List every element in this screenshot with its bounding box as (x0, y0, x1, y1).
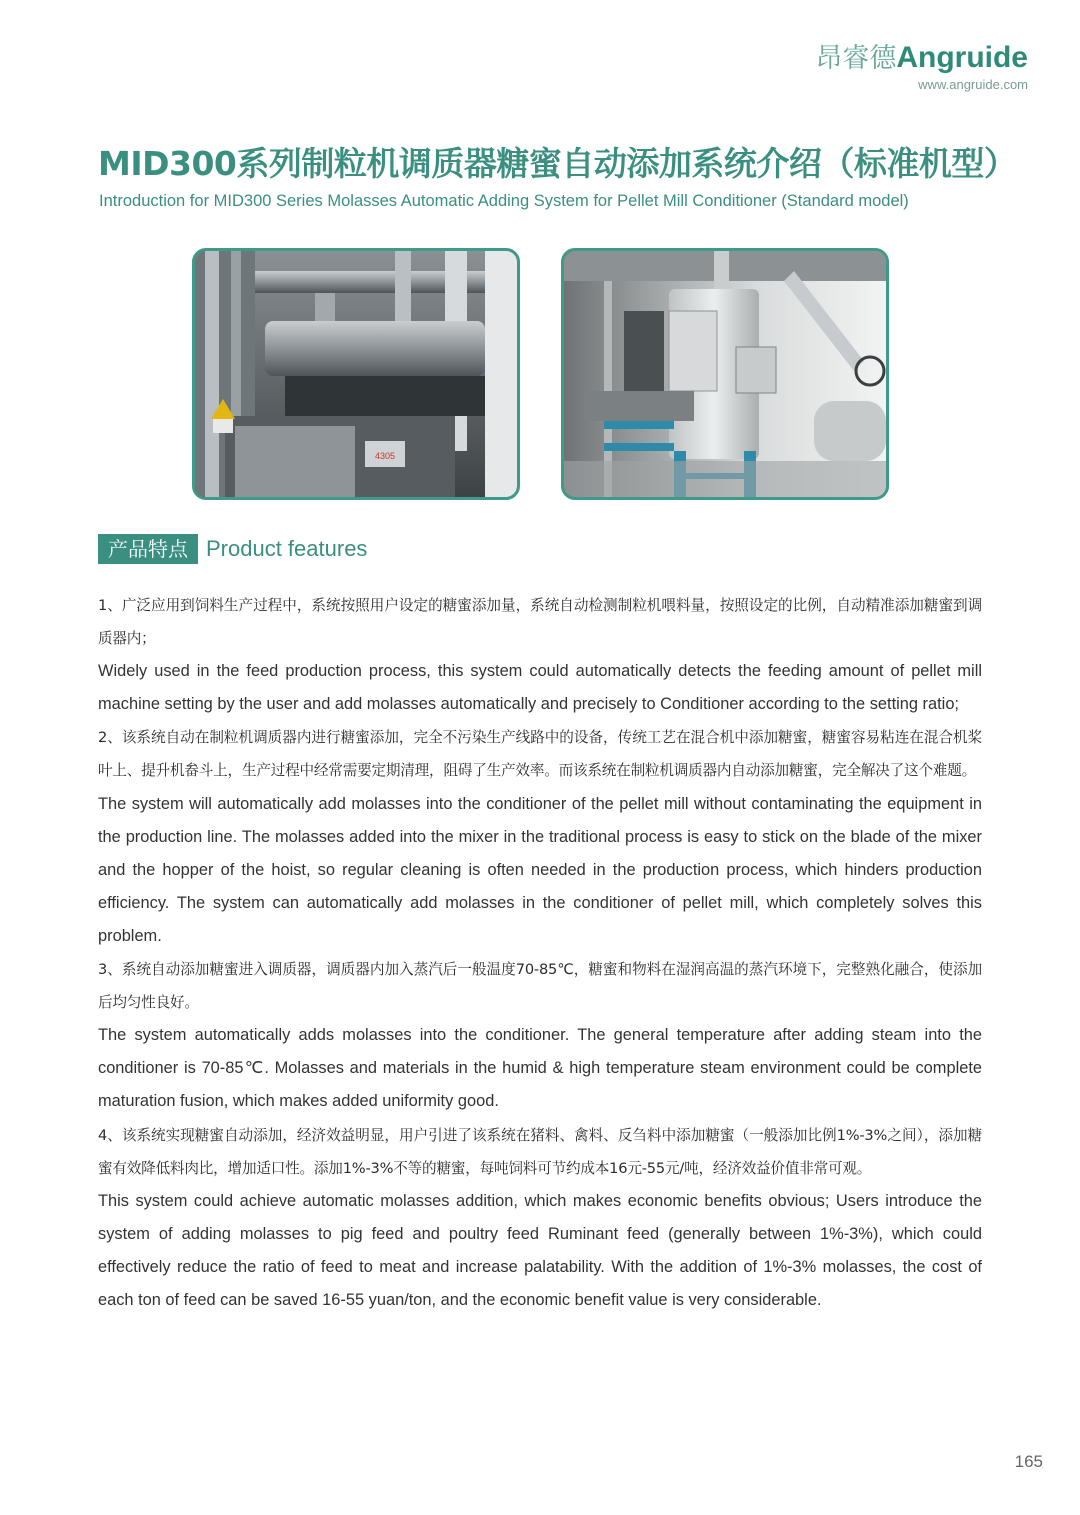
brand-name (815, 42, 1028, 75)
photo-molasses-tank-system-image (564, 251, 886, 497)
brand-name-en: Angruide (896, 41, 1028, 74)
photo-pellet-mill-conditioner-image (195, 251, 517, 497)
page-title-en: Introduction for MID300 Series Molasses Automatic Adding System for Pellet Mill Conditioner (Standard model) (99, 192, 909, 210)
feature-4-en: This system could achieve automatic molasses addition, which makes economic benefits obvious; Users introduce the system of adding molasses to pig feed and poultry feed Ruminant feed (generally between 1%-3%), which could effectively reduce the ratio of feed to meat and increase palatability. With the addition of 1%-3% molasses, the cost of each ton of feed can be saved 16-55 yuan/ton, and the economic benefit value is very considerable. (98, 1191, 982, 1309)
feature-3-en: The system automatically adds molasses into the conditioner. The general temperature after adding steam into the conditioner is 70-85℃. Molasses and materials in the humid & high temperature steam environment could be complete maturation fusion, which makes added uniformity good. (98, 1026, 982, 1111)
feature-4-cn: 4、该系统实现糖蜜自动添加，经济效益明显，用户引进了该系统在猪料、禽料、反刍料中添加糖蜜（一般添加比例1%-3%之间），添加糖蜜有效降低料肉比，增加适口性。添加1%-3%不等的糖蜜，每吨饲料可节约成本16元-55元/吨，经济效益价值非常可观。 (98, 1126, 982, 1177)
feature-1-cn: 1、广泛应用到饲料生产过程中，系统按照用户设定的糖蜜添加量，系统自动检测制粒机喂料量，按照设定的比例，自动精准添加糖蜜到调质器内； (98, 597, 982, 648)
photo-molasses-tank-system (561, 248, 889, 500)
page-title-cn: MID300系列制粒机调质器糖蜜自动添加系统介绍（标准机型） (98, 144, 1017, 183)
photo-pellet-mill-conditioner (192, 248, 520, 500)
section-title: Product features (206, 536, 368, 561)
brand-url: www.angruide.com (918, 77, 1028, 92)
feature-1-en: Widely used in the feed production process, this system could automatically detects the feeding amount of pellet mill machine setting by the user and add molasses automatically and precisely to Conditioner according to the setting ratio; (98, 662, 982, 714)
feature-2-en: The system will automatically add molasses into the conditioner of the pellet mill without contaminating the equipment in the production line. The molasses added into the mixer in the traditional process is easy to stick on the blade of the mixer and the hopper of the hoist, so regular cleaning is often needed in the production process, which hinders production efficiency. The system can automatically add molasses in the conditioner of pellet mill, which completely solves this problem. (98, 794, 982, 945)
feature-2-cn: 2、该系统自动在制粒机调质器内进行糖蜜添加，完全不污染生产线路中的设备，传统工艺在混合机中添加糖蜜，糖蜜容易粘连在混合机桨叶上、提升机畚斗上，生产过程中经常需要定期清理，阻碍了生产效率。而该系统在制粒机调质器内自动添加糖蜜，完全解决了这个难题。 (98, 729, 982, 780)
features-content (98, 589, 982, 1317)
feature-3-cn: 3、系统自动添加糖蜜进入调质器，调质器内加入蒸汽后一般温度70-85℃，糖蜜和物料在湿润高温的蒸汽环境下，完整熟化融合，使添加后均匀性良好。 (98, 961, 982, 1012)
page-number: 165 (1014, 1452, 1043, 1471)
machine-label-text: 4305 (374, 451, 396, 461)
section-header (98, 534, 367, 564)
brand-logo (815, 42, 1028, 92)
brand-name-cn: 昂睿德 (815, 43, 897, 74)
section-tag: 产品特点 (98, 534, 198, 564)
